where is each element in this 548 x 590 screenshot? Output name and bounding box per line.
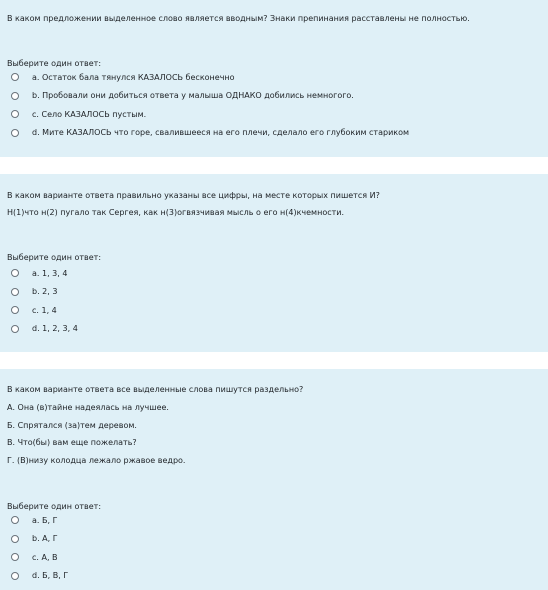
answer-option[interactable] bbox=[7, 283, 78, 302]
question-line: В. Что(бы) вам еще пожелать? bbox=[7, 438, 137, 447]
question-text: В каком варианте ответа все выделенные слова пишутся раздельно? bbox=[7, 385, 304, 394]
radio-button[interactable] bbox=[11, 535, 19, 543]
answer-option[interactable] bbox=[7, 567, 68, 586]
option-label: c. Село КАЗАЛОСЬ пустым. bbox=[32, 109, 147, 119]
option-label: c. 1, 4 bbox=[32, 305, 57, 315]
question-line: Б. Спрятался (за)тем деревом. bbox=[7, 420, 137, 430]
answer-prompt: Выберите один ответ: bbox=[7, 59, 102, 68]
answer-option[interactable] bbox=[7, 548, 68, 567]
radio-button[interactable] bbox=[11, 73, 19, 81]
radio-button[interactable] bbox=[11, 516, 19, 524]
answer-option[interactable] bbox=[7, 87, 409, 106]
radio-button[interactable] bbox=[11, 269, 19, 277]
answer-option[interactable] bbox=[7, 530, 68, 549]
radio-button[interactable] bbox=[11, 92, 19, 100]
question-line: Г. (В)низу колодца лежало ржавое ведро. bbox=[7, 455, 186, 465]
radio-button[interactable] bbox=[11, 306, 19, 314]
question-text: В каком предложении выделенное слово является вводным? Знаки препинания расставлены не полностью. bbox=[7, 14, 470, 23]
question-text: В каком варианте ответа правильно указаны все цифры, на месте которых пишется И? bbox=[7, 191, 380, 200]
option-label: a. 1, 3, 4 bbox=[32, 268, 68, 278]
option-label: c. А, В bbox=[32, 552, 58, 562]
radio-button[interactable] bbox=[11, 572, 19, 580]
radio-button[interactable] bbox=[11, 553, 19, 561]
option-label: d. Мите КАЗАЛОСЬ что горе, свалившееся на его плечи, сделало его глубоким стариком bbox=[32, 128, 410, 138]
answer-option[interactable] bbox=[7, 301, 78, 320]
question-card-3 bbox=[0, 369, 548, 590]
question-line: А. Она (в)тайне надеялась на лучшее. bbox=[7, 403, 169, 412]
radio-button[interactable] bbox=[11, 110, 19, 118]
radio-button[interactable] bbox=[11, 288, 19, 296]
option-label: a. Остаток бала тянулся КАЗАЛОСЬ бесконечно bbox=[32, 72, 235, 82]
answer-option[interactable] bbox=[7, 264, 78, 283]
answer-option[interactable] bbox=[7, 511, 68, 530]
option-label: b. А, Г bbox=[32, 534, 58, 544]
option-label: d. 1, 2, 3, 4 bbox=[32, 324, 78, 334]
option-label: b. Пробовали они добиться ответа у малыша ОДНАКО добились немногого. bbox=[32, 91, 354, 101]
answer-option[interactable] bbox=[7, 124, 409, 143]
answer-prompt: Выберите один ответ: bbox=[7, 502, 102, 511]
answer-prompt: Выберите один ответ: bbox=[7, 253, 102, 262]
question-sentence: Н(1)что н(2) пугало так Сергея, как н(3)огвязчивая мысль о его н(4)кчемности. bbox=[7, 208, 345, 217]
option-label: d. Б, В, Г bbox=[32, 571, 69, 581]
radio-button[interactable] bbox=[11, 325, 19, 333]
question-card-1 bbox=[0, 0, 548, 157]
answer-option[interactable] bbox=[7, 320, 78, 339]
answer-option[interactable] bbox=[7, 105, 409, 124]
question-card-2 bbox=[0, 174, 548, 352]
option-label: b. 2, 3 bbox=[32, 287, 58, 297]
radio-button[interactable] bbox=[11, 129, 19, 137]
answer-option[interactable] bbox=[7, 68, 409, 87]
option-label: a. Б, Г bbox=[32, 515, 58, 525]
